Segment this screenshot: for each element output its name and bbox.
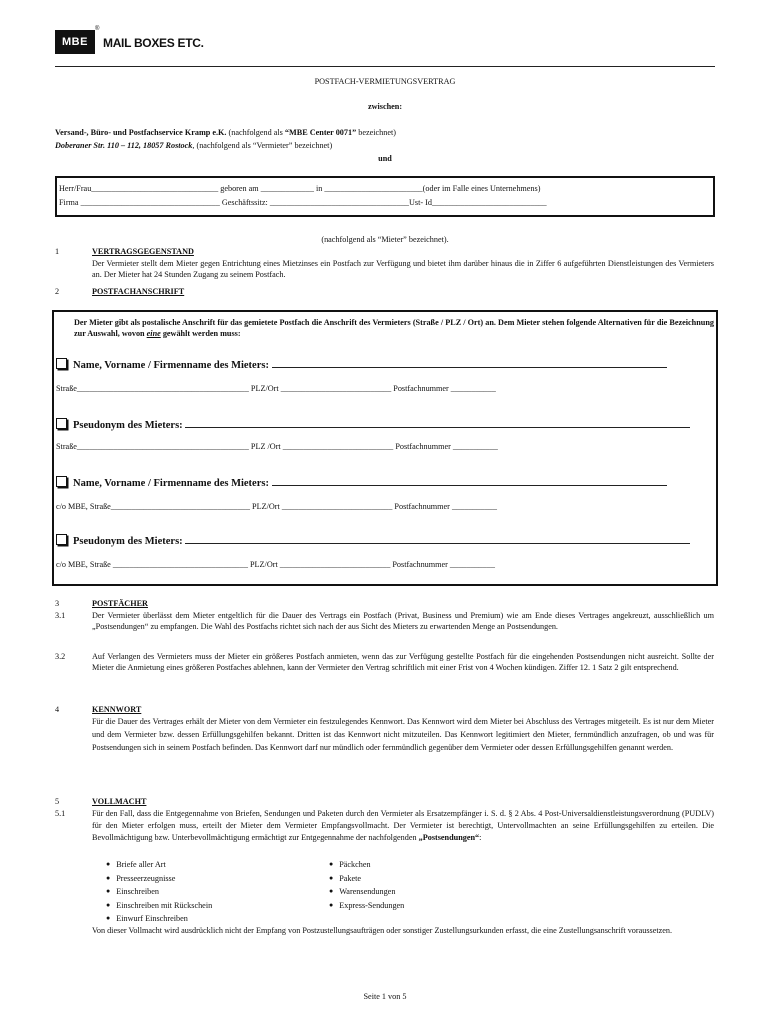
section-2-heading bbox=[55, 286, 715, 297]
list-item: ● Päckchen bbox=[329, 858, 549, 872]
clause-5-1-end: : bbox=[479, 832, 482, 842]
option-address-row bbox=[56, 501, 712, 512]
party1-alias-suffix: bezeichnet) bbox=[356, 128, 396, 137]
section-1-heading bbox=[55, 246, 715, 257]
street-field[interactable]: Straße__________________________________________ bbox=[56, 384, 249, 393]
address-intro-b: gewählt werden muss: bbox=[160, 329, 241, 338]
option-address-row bbox=[56, 383, 712, 394]
section-number: 3 bbox=[55, 599, 60, 608]
name-input-line[interactable] bbox=[272, 485, 667, 486]
street-field[interactable]: c/o MBE, Straße _________________________________ bbox=[56, 560, 248, 569]
address-option-3 bbox=[56, 476, 712, 512]
tenant-details-box bbox=[55, 176, 715, 217]
address-option-4 bbox=[56, 534, 712, 570]
address-intro bbox=[74, 317, 714, 339]
party1-name-suffix: (nachfolgend als bbox=[226, 128, 285, 137]
list-item: ● Pakete bbox=[329, 872, 549, 886]
list-item: ● Warensendungen bbox=[329, 885, 549, 899]
clause-5-1-number: 5.1 bbox=[55, 809, 66, 818]
list-item: ● Presseerzeugnisse bbox=[106, 872, 326, 886]
party1-name: Versand-, Büro- und Postfachservice Kramp e.K. bbox=[55, 128, 227, 137]
birthplace-field[interactable]: in ________________________(oder im Falle eines Unternehmens) bbox=[315, 184, 541, 193]
list-item: ● Einwurf Einschreiben bbox=[106, 912, 326, 926]
document-title: POSTFACH-VERMIETUNGSVERTRAG bbox=[314, 77, 456, 86]
section-number: 2 bbox=[55, 287, 60, 296]
party1-name-line bbox=[55, 127, 715, 138]
name-field[interactable]: Herr/Frau_______________________________ bbox=[59, 184, 219, 193]
mbe-logo-mark: MBE bbox=[55, 30, 95, 54]
option-heading-label: Pseudonym des Mieters: bbox=[73, 420, 183, 431]
checkbox[interactable] bbox=[56, 418, 67, 429]
section-title: VOLLMACHT bbox=[92, 797, 147, 806]
tenant-row-2 bbox=[59, 197, 711, 208]
clause-3-1-number: 3.1 bbox=[55, 611, 66, 620]
option-address-row bbox=[56, 559, 712, 570]
header-divider bbox=[55, 66, 715, 67]
tenant-row-1 bbox=[59, 183, 711, 194]
option-heading-label: Name, Vorname / Firmenname des Mieters: bbox=[73, 478, 269, 489]
option-heading bbox=[56, 358, 712, 371]
section-number: 1 bbox=[55, 247, 60, 256]
party1-address-line bbox=[55, 140, 715, 151]
section-1-text: Der Vermieter stellt dem Mieter gegen Entrichtung eines Mietzinses ein Postfach zur Verfügung und bietet ihm darüber hinaus die in Ziffer 6 aufgeführten Dienstleistungen des Vermieters an. Der Mieter hat 24 Stunden Zugang zu seinem Postfach. bbox=[92, 259, 714, 279]
birthdate-field[interactable]: geboren am _____________ bbox=[220, 184, 314, 193]
clause-5-1-term: „Postsendungen“ bbox=[418, 832, 480, 842]
list-item: ● Express-Sendungen bbox=[329, 899, 549, 913]
zip-city-field[interactable]: PLZ/Ort ___________________________ bbox=[250, 560, 391, 569]
pseudonym-input-line[interactable] bbox=[185, 543, 690, 544]
address-option-1 bbox=[56, 358, 712, 394]
checkbox[interactable] bbox=[56, 476, 67, 487]
address-intro-a: Der Mieter gibt als postalische Anschrift für das gemietete Postfach die Anschrift des Vermieters (Straße / PLZ / Ort) an. Dem Mieter stehen folgende Alternativen für die Bezeichnung zur Auswahl, wovon bbox=[74, 318, 714, 338]
option-heading bbox=[56, 534, 712, 547]
checkbox[interactable] bbox=[56, 358, 67, 369]
postbox-number-field[interactable]: Postfachnummer ___________ bbox=[392, 560, 495, 569]
list-item: ● Einschreiben mit Rückschein bbox=[106, 899, 326, 913]
section-title: KENNWORT bbox=[92, 705, 142, 714]
checkbox[interactable] bbox=[56, 534, 67, 545]
clause-5-1-exclusion: Von dieser Vollmacht wird ausdrücklich nicht der Empfang von Postzustellungsaufträgen oder sonstiger Zustellungsurkunden erfasst, die eine Zustellungsanschrift voraussetzen. bbox=[92, 926, 673, 935]
registered-office-field[interactable]: Geschäftssitz: __________________________________Ust- Id____________________________ bbox=[221, 198, 547, 207]
list-item: ● Einschreiben bbox=[106, 885, 326, 899]
option-heading bbox=[56, 418, 712, 431]
page-number: Seite 1 von 5 bbox=[363, 992, 407, 1001]
tenant-note: (nachfolgend als “Mieter” bezeichnet). bbox=[321, 235, 449, 244]
party1-address-suffix: , (nachfolgend als “Vermieter” bezeichnet) bbox=[192, 141, 333, 150]
clause-3-1-text: Der Vermieter überlässt dem Mieter entgeltlich für die Dauer des Vertrags ein Postfach (Privat, Business und Premium) wie am Ende dieses Vertrages angekreuzt, ausschließlich um „Postsendungen“ zu empfangen. Die Wahl des Postfachs richtet sich nach der aus Sicht des Mieters zu erwartenden Menge an Postsendungen. bbox=[92, 611, 714, 631]
logo-registered-mark: ® bbox=[95, 26, 100, 32]
clause-5-1-text bbox=[92, 808, 714, 843]
postbox-number-field[interactable]: Postfachnummer ___________ bbox=[394, 502, 497, 511]
street-field[interactable]: c/o MBE, Straße__________________________________ bbox=[56, 502, 250, 511]
section-title: POSTFÄCHER bbox=[92, 599, 148, 608]
clause-3-2-text: Auf Verlangen des Vermieters muss der Mieter ein größeres Postfach anmieten, wenn das zur Verfügung gestellte Postfach für die eingehenden Postsendungen nicht ausreicht. Sollte der Mieter die Anmietung eines größeren Postfaches ablehnen, kann der Vermieter den Vertrag schriftlich mit einer Frist von 4 Wochen kündigen. Ziffer 12. 1 Satz 2 gilt entsprechend. bbox=[92, 652, 714, 672]
clause-5-1-body: Für den Fall, dass die Entgegennahme von Briefen, Sendungen und Paketen durch den Vermieter als Ersatzempfänger i. S. d. § 2 Abs. 4 Post-Universaldienstleistungsverordnung (PUDLV) für den Mieter erfolgen muss, erteilt der Mieter dem Vermieter Empfangsvollmacht. Der Vermieter ist berechtigt, Untervollmachten an seine Erfüllungsgehilfen zu erteilen. Die Bevollmächtigung bzw. Unterbevollmächtigung ermächtigt zur Entgegennahme der nachfolgenden bbox=[92, 809, 714, 842]
section-number: 4 bbox=[55, 705, 60, 714]
address-option-2 bbox=[56, 418, 712, 452]
postal-items-list-right bbox=[329, 858, 549, 912]
party1-address: Doberaner Str. 110 – 112, 18057 Rostock bbox=[55, 141, 193, 150]
between-label: zwischen: bbox=[367, 102, 403, 111]
address-intro-emphasis: eine bbox=[146, 329, 161, 338]
zip-city-field[interactable]: PLZ/Ort ___________________________ bbox=[252, 502, 393, 511]
zip-city-field[interactable]: PLZ/Ort ___________________________ bbox=[250, 384, 392, 393]
option-address-row bbox=[56, 441, 712, 452]
postbox-number-field[interactable]: Postfachnummer ___________ bbox=[393, 384, 496, 393]
option-heading bbox=[56, 476, 712, 489]
list-item: ● Briefe aller Art bbox=[106, 858, 326, 872]
section-number: 5 bbox=[55, 797, 60, 806]
postal-items-list-left bbox=[106, 858, 326, 926]
address-options-box bbox=[52, 310, 718, 586]
pseudonym-input-line[interactable] bbox=[185, 427, 690, 428]
section-title: POSTFACHANSCHRIFT bbox=[92, 287, 185, 296]
zip-city-field[interactable]: PLZ /Ort ___________________________ bbox=[250, 442, 394, 451]
and-label: und bbox=[378, 154, 392, 163]
section-title: VERTRAGSGEGENSTAND bbox=[92, 247, 194, 256]
logo-text: MAIL BOXES ETC. bbox=[103, 36, 204, 50]
postbox-number-field[interactable]: Postfachnummer ___________ bbox=[395, 442, 498, 451]
section-5-heading bbox=[55, 796, 715, 807]
street-field[interactable]: Straße__________________________________________ bbox=[56, 442, 249, 451]
section-3-heading bbox=[55, 598, 715, 609]
option-heading-label: Pseudonym des Mieters: bbox=[73, 536, 183, 547]
option-heading-label: Name, Vorname / Firmenname des Mieters: bbox=[73, 360, 269, 371]
company-field[interactable]: Firma __________________________________ bbox=[59, 198, 220, 207]
section-4-heading bbox=[55, 704, 715, 715]
name-input-line[interactable] bbox=[272, 367, 667, 368]
clause-3-2-number: 3.2 bbox=[55, 652, 66, 661]
section-4-text: Für die Dauer des Vertrages erhält der Mieter von dem Vermieter ein festzulegendes Kennwort. Das Kennwort wird dem Mieter bei Abschluss des Vertrages mitgeteilt. Es ist nur dem Mieter und dem Vermieter bzw. dessen Erfüllungsgehilfen bekannt. Dritten ist das Kennwort nicht mitzuteilen. Das Kennwort legitimiert den Mieter, fernmündlich anzufragen, ob und was für Postsendungen sich in seinem Postfach befinden. Das Kennwort darf nur mündlich oder fernmündlich gegenüber dem Vermieter oder dessen Erfüllungsgehilfen genannt werden. bbox=[92, 717, 714, 752]
party1-alias: “MBE Center 0071” bbox=[284, 128, 357, 137]
